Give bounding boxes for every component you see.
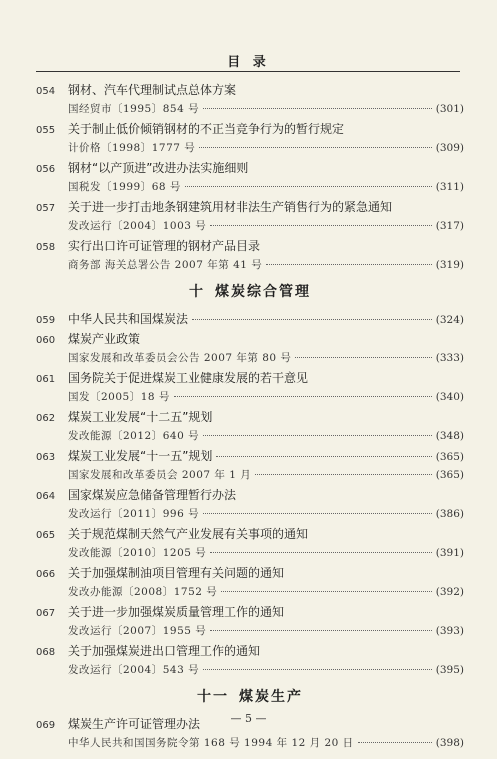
entry-document-number: 中华人民共和国国务院令第 168 号 1994 年 12 月 20 日	[68, 737, 354, 749]
entry-document-number: 计价格〔1998〕1777 号	[68, 142, 196, 154]
toc-entry-source	[36, 427, 464, 446]
section-title: 煤炭综合管理	[215, 284, 311, 300]
toc-entry-source	[36, 583, 464, 602]
entry-number: 069	[36, 720, 56, 731]
entry-page: (301)	[435, 103, 464, 115]
entry-title: 国务院关于促进煤炭工业健康发展的若干意见	[68, 371, 309, 385]
entry-title: 关于制止低价倾销钢材的不正当竞争行为的暂行规定	[68, 122, 345, 136]
header-rule	[36, 71, 460, 72]
entry-number: 065	[36, 530, 56, 541]
toc-entries	[36, 80, 464, 753]
section-number: 十	[189, 284, 205, 300]
entry-page: (311)	[435, 181, 464, 193]
toc-entry-source	[36, 217, 464, 236]
toc-entry-source	[36, 139, 464, 158]
entry-page: (348)	[435, 430, 464, 442]
entry-document-number: 国家发展和改革委员会 2007 年 1 月	[68, 469, 252, 481]
dot-leader	[358, 742, 432, 743]
dot-leader	[221, 591, 431, 592]
entry-number: 062	[36, 413, 56, 424]
entry-number: 067	[36, 608, 56, 619]
entry-document-number: 国家发展和改革委员会公告 2007 年第 80 号	[68, 352, 292, 364]
entry-page: (392)	[435, 586, 464, 598]
dot-leader	[185, 186, 432, 187]
toc-entry	[36, 485, 464, 524]
toc-entry-line	[36, 158, 464, 178]
entry-title: 钢材“以产顶进”改进办法实施细则	[68, 161, 249, 175]
toc-entry	[36, 158, 464, 197]
toc-entry-source	[36, 388, 464, 407]
entry-number: 068	[36, 647, 56, 658]
entry-title: 煤炭工业发展“十一五”规划	[68, 449, 213, 463]
entry-number: 055	[36, 125, 56, 136]
dot-leader	[199, 147, 431, 148]
toc-entry-source	[36, 622, 464, 641]
dot-leader	[203, 108, 432, 109]
toc-entry-source	[36, 466, 464, 485]
entry-document-number: 国经贸市〔1995〕854 号	[68, 103, 200, 115]
toc-entry	[36, 236, 464, 275]
toc-entry-line	[36, 368, 464, 388]
page-number: — 5 —	[230, 712, 267, 725]
dot-leader	[210, 225, 431, 226]
dot-leader	[255, 474, 432, 475]
entry-number: 056	[36, 164, 56, 175]
toc-entry	[36, 119, 464, 158]
entry-page: (386)	[435, 508, 464, 520]
entry-number: 059	[36, 315, 56, 326]
entry-title: 关于加强煤制油项目管理有关问题的通知	[68, 566, 285, 580]
entry-page: (333)	[435, 352, 464, 364]
entry-document-number: 发改办能源〔2008〕1752 号	[68, 586, 218, 598]
entry-page: (309)	[435, 142, 464, 154]
entry-page: (340)	[435, 391, 464, 403]
section-number: 十一	[197, 689, 229, 705]
toc-entry	[36, 407, 464, 446]
toc-entry-line	[36, 602, 464, 622]
entry-document-number: 国发〔2005〕18 号	[68, 391, 170, 403]
entry-title: 关于加强煤炭进出口管理工作的通知	[68, 644, 261, 658]
toc-entry-line	[36, 407, 464, 427]
entry-page: (395)	[435, 664, 464, 676]
entry-title: 钢材、汽车代理制试点总体方案	[68, 83, 237, 97]
entry-page: (365)	[435, 469, 464, 481]
entry-page: (393)	[435, 625, 464, 637]
toc-entry	[36, 446, 464, 485]
toc-entry-line	[36, 641, 464, 661]
dot-leader	[192, 319, 432, 320]
toc-entry-source	[36, 256, 464, 275]
entry-number: 060	[36, 335, 56, 346]
entry-document-number: 发改能源〔2012〕640 号	[68, 430, 200, 442]
dot-leader	[203, 435, 432, 436]
dot-leader	[203, 669, 432, 670]
entry-document-number: 发改运行〔2004〕1003 号	[68, 220, 207, 232]
entry-number: 057	[36, 203, 56, 214]
toc-entry-line	[36, 236, 464, 256]
dot-leader	[210, 552, 431, 553]
entry-number: 063	[36, 452, 56, 463]
entry-document-number: 发改运行〔2011〕996 号	[68, 508, 200, 520]
entry-document-number: 商务部 海关总署公告 2007 年第 41 号	[68, 259, 263, 271]
toc-group-steel	[36, 80, 464, 275]
entry-document-number: 国税发〔1999〕68 号	[68, 181, 181, 193]
entry-title: 中华人民共和国煤炭法	[68, 312, 189, 326]
toc-entry-line	[36, 309, 464, 329]
toc-entry-source	[36, 349, 464, 368]
entry-number: 064	[36, 491, 56, 502]
dot-leader	[174, 396, 432, 397]
toc-entry-source	[36, 505, 464, 524]
entry-title: 关于规范煤制天然气产业发展有关事项的通知	[68, 527, 309, 541]
toc-entry-line	[36, 197, 464, 217]
section-heading-coal-management	[36, 275, 464, 309]
toc-entry	[36, 368, 464, 407]
toc-entry-source	[36, 178, 464, 197]
dot-leader	[266, 264, 431, 265]
toc-group-coal-management	[36, 309, 464, 680]
entry-number: 054	[36, 86, 56, 97]
entry-title: 煤炭生产许可证管理办法	[68, 717, 201, 731]
entry-page: (319)	[435, 259, 464, 271]
section-heading-coal-production	[36, 680, 464, 714]
entry-title: 实行出口许可证管理的钢材产品目录	[68, 239, 261, 253]
toc-entry	[36, 563, 464, 602]
toc-entry	[36, 309, 464, 329]
section-title: 煤炭生产	[239, 689, 303, 705]
toc-entry	[36, 80, 464, 119]
toc-entry	[36, 641, 464, 680]
dot-leader	[210, 630, 431, 631]
toc-entry-line	[36, 446, 464, 466]
dot-leader	[295, 357, 431, 358]
dot-leader	[203, 513, 432, 514]
entry-page: (317)	[435, 220, 464, 232]
entry-document-number: 发改运行〔2007〕1955 号	[68, 625, 207, 637]
entry-document-number: 发改能源〔2010〕1205 号	[68, 547, 207, 559]
toc-entry-line	[36, 563, 464, 583]
toc-entry-line	[36, 329, 464, 349]
toc-entry	[36, 197, 464, 236]
toc-entry	[36, 524, 464, 563]
entry-page: (391)	[435, 547, 464, 559]
toc-entry-source	[36, 661, 464, 680]
entry-title: 煤炭工业发展“十二五”规划	[68, 410, 213, 424]
entry-page: (365)	[435, 451, 464, 463]
entry-number: 058	[36, 242, 56, 253]
entry-document-number: 发改运行〔2004〕543 号	[68, 664, 200, 676]
entry-title: 关于进一步打击地条钢建筑用材非法生产销售行为的紧急通知	[68, 200, 393, 214]
dot-leader	[216, 456, 431, 457]
toc-entry	[36, 329, 464, 368]
entry-title: 国家煤炭应急储备管理暂行办法	[68, 488, 237, 502]
entry-number: 061	[36, 374, 56, 385]
entry-title: 关于进一步加强煤炭质量管理工作的通知	[68, 605, 285, 619]
toc-entry-line	[36, 485, 464, 505]
toc-entry-source	[36, 734, 464, 753]
toc-entry-line	[36, 119, 464, 139]
toc-entry-line	[36, 524, 464, 544]
page-header-title: 目 录	[227, 55, 270, 70]
entry-page: (324)	[435, 314, 464, 326]
toc-entry-source	[36, 544, 464, 563]
toc-entry-source	[36, 100, 464, 119]
toc-entry-line	[36, 80, 464, 100]
entry-title: 煤炭产业政策	[68, 332, 141, 346]
entry-number: 066	[36, 569, 56, 580]
entry-page: (398)	[435, 737, 464, 749]
toc-entry	[36, 602, 464, 641]
